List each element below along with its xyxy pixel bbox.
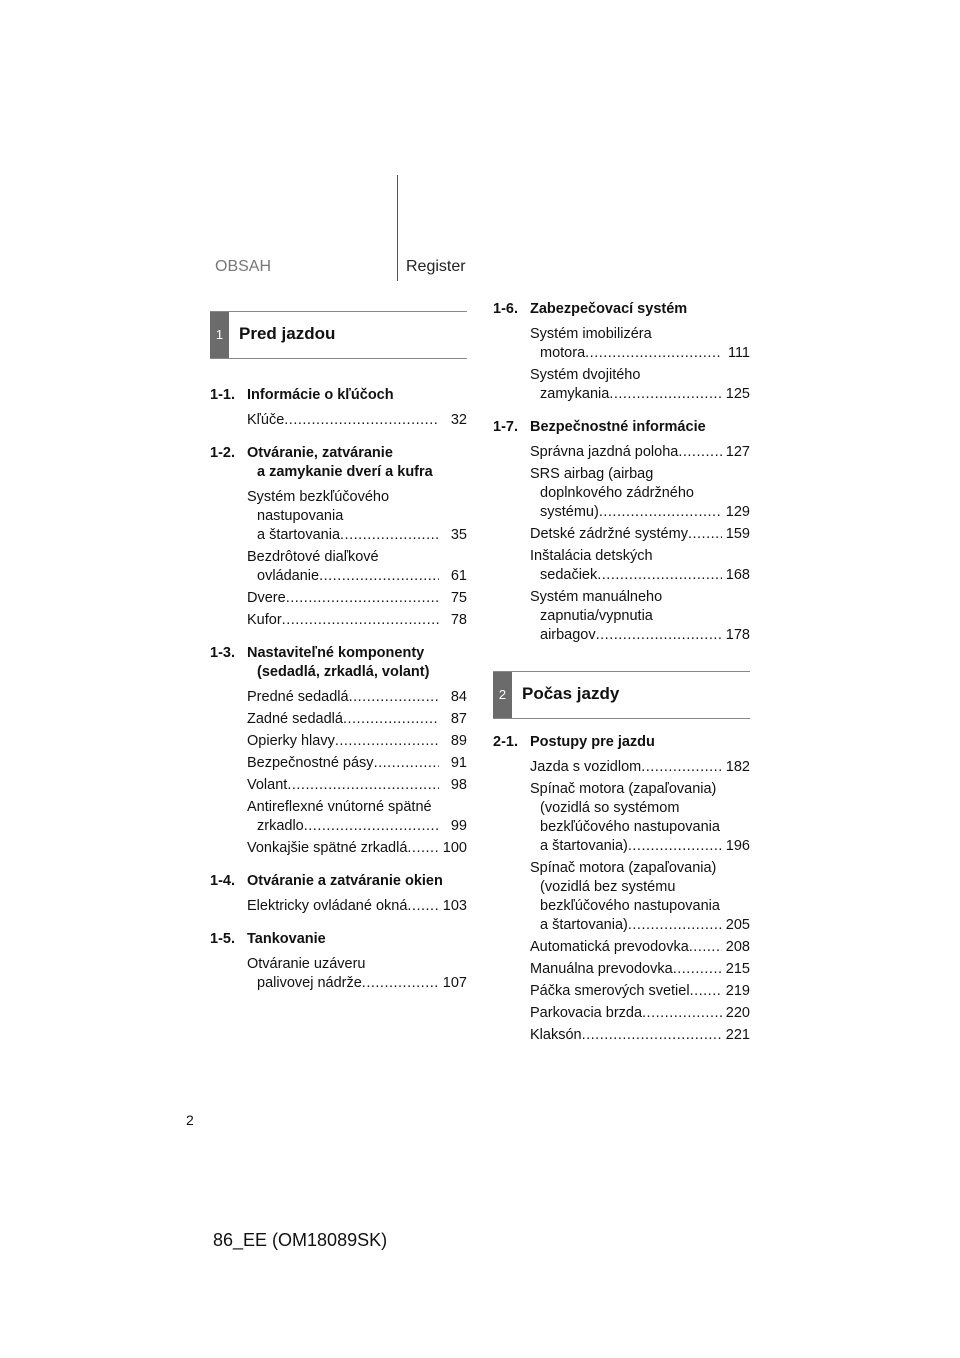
section-title bbox=[530, 733, 750, 752]
dot-leader bbox=[340, 526, 439, 545]
dot-leader bbox=[407, 897, 438, 916]
section-title-line: Zabezpečovací systém bbox=[530, 301, 688, 317]
entry-page-number: 35 bbox=[450, 527, 467, 543]
section-heading[interactable] bbox=[493, 733, 750, 752]
entry-text: Systém bezkľúčového bbox=[247, 489, 390, 505]
section-title bbox=[247, 872, 467, 891]
entry-line bbox=[247, 974, 467, 993]
entry-text: Systém imobilizéra bbox=[530, 326, 652, 342]
dot-leader bbox=[284, 411, 439, 430]
section-title bbox=[247, 930, 467, 949]
entry-line bbox=[530, 960, 750, 979]
entry-text: a štartovania) bbox=[540, 838, 628, 854]
toc-entry[interactable] bbox=[247, 776, 467, 795]
entry-line bbox=[530, 780, 750, 799]
entry-list bbox=[210, 955, 467, 993]
toc-entry[interactable] bbox=[530, 960, 750, 979]
section-number: 1-1. bbox=[210, 387, 235, 403]
entry-line bbox=[247, 955, 467, 974]
entry-page-number: 78 bbox=[450, 612, 467, 628]
toc-entry[interactable] bbox=[530, 859, 750, 935]
toc-entry[interactable] bbox=[247, 611, 467, 630]
toc-entry[interactable] bbox=[247, 955, 467, 993]
entry-list bbox=[493, 443, 750, 645]
entry-line bbox=[530, 799, 750, 818]
chapter-title: Pred jazdou bbox=[239, 324, 336, 343]
entry-text: Páčka smerových svetiel bbox=[530, 983, 690, 999]
entry-text: (vozidlá bez systému bbox=[540, 879, 676, 895]
entry-list bbox=[210, 688, 467, 858]
entry-line bbox=[530, 837, 750, 856]
toc-entry[interactable] bbox=[530, 588, 750, 645]
dot-leader bbox=[599, 503, 722, 522]
toc-entry[interactable] bbox=[247, 411, 467, 430]
dot-leader bbox=[690, 982, 722, 1001]
entry-line bbox=[530, 916, 750, 935]
dot-leader bbox=[609, 385, 721, 404]
section-1-1 bbox=[210, 386, 467, 430]
entry-line bbox=[530, 982, 750, 1001]
entry-line bbox=[530, 366, 750, 385]
dot-leader bbox=[688, 525, 722, 544]
entry-text: Spínač motora (zapaľovania) bbox=[530, 781, 717, 797]
section-2-1 bbox=[493, 733, 750, 1045]
entry-page-number: 205 bbox=[725, 917, 750, 933]
entry-text: Systém dvojitého bbox=[530, 367, 641, 383]
toc-entry[interactable] bbox=[247, 754, 467, 773]
entry-text: sedačiek bbox=[540, 567, 598, 583]
entry-line bbox=[530, 938, 750, 957]
entry-line bbox=[530, 607, 750, 626]
top-navigation bbox=[0, 0, 960, 290]
dot-leader bbox=[335, 732, 439, 751]
entry-page-number: 127 bbox=[725, 444, 750, 460]
entry-text: zapnutia/vypnutia bbox=[540, 608, 653, 624]
entry-line bbox=[530, 385, 750, 404]
chapter-number: 1 bbox=[210, 312, 229, 358]
toc-entry[interactable] bbox=[247, 488, 467, 545]
toc-entry[interactable] bbox=[530, 525, 750, 544]
entry-line bbox=[247, 589, 467, 608]
section-title bbox=[530, 418, 750, 437]
entry-line bbox=[247, 411, 467, 430]
entry-page-number: 125 bbox=[725, 386, 750, 402]
toc-entry[interactable] bbox=[530, 465, 750, 522]
entry-line bbox=[530, 1004, 750, 1023]
section-heading[interactable] bbox=[493, 300, 750, 319]
dot-leader bbox=[597, 566, 722, 585]
toc-entry[interactable] bbox=[247, 839, 467, 858]
footer-code: 86_EE (OM18089SK) bbox=[213, 1230, 388, 1250]
section-title-line: (sedadlá, zrkadlá, volant) bbox=[257, 664, 430, 680]
entry-text: Kufor bbox=[247, 612, 282, 628]
section-number: 1-3. bbox=[210, 645, 235, 661]
entry-page-number: 98 bbox=[450, 777, 467, 793]
entry-line bbox=[530, 859, 750, 878]
entry-text: Bezpečnostné pásy bbox=[247, 755, 374, 771]
entry-text: doplnkového zádržného bbox=[540, 485, 694, 501]
section-heading[interactable] bbox=[493, 418, 750, 437]
section-title bbox=[247, 444, 467, 482]
dot-leader bbox=[304, 817, 439, 836]
entry-line bbox=[247, 688, 467, 707]
dot-leader bbox=[349, 688, 439, 707]
entry-line bbox=[247, 754, 467, 773]
entry-line bbox=[530, 818, 750, 837]
entry-page-number: 84 bbox=[450, 689, 467, 705]
dot-leader bbox=[628, 837, 722, 856]
toc-entry[interactable] bbox=[247, 798, 467, 836]
entry-page-number: 168 bbox=[725, 567, 750, 583]
entry-line bbox=[247, 488, 467, 507]
entry-line bbox=[530, 626, 750, 645]
entry-line bbox=[530, 503, 750, 522]
dot-leader bbox=[343, 710, 439, 729]
entry-text: Dvere bbox=[247, 590, 286, 606]
section-title-line: Bezpečnostné informácie bbox=[530, 419, 706, 435]
section-title-line: Tankovanie bbox=[247, 931, 326, 947]
section-title-line: a zamykanie dverí a kufra bbox=[257, 464, 433, 480]
toc-entry[interactable] bbox=[247, 710, 467, 729]
entry-page-number: 89 bbox=[450, 733, 467, 749]
entry-text: palivovej nádrže bbox=[257, 975, 362, 991]
entry-page-number: 103 bbox=[442, 898, 467, 914]
entry-line bbox=[247, 839, 467, 858]
entry-line bbox=[247, 897, 467, 916]
entry-text: Detské zádržné systémy bbox=[530, 526, 688, 542]
entry-text: bezkľúčového nastupovania bbox=[540, 898, 720, 914]
chapter-1-header[interactable] bbox=[210, 311, 467, 359]
dot-leader bbox=[287, 776, 439, 795]
section-heading[interactable] bbox=[210, 872, 467, 891]
nav-contents-link[interactable]: OBSAH bbox=[215, 258, 272, 275]
entry-text: a štartovania) bbox=[540, 917, 628, 933]
entry-line bbox=[530, 484, 750, 503]
entry-text: SRS airbag (airbag bbox=[530, 466, 654, 482]
entry-text: motora bbox=[540, 345, 586, 361]
toc-entry[interactable] bbox=[530, 1026, 750, 1045]
entry-page-number: 87 bbox=[450, 711, 467, 727]
entry-text: zrkadlo bbox=[257, 818, 304, 834]
entry-text: (vozidlá so systémom bbox=[540, 800, 680, 816]
entry-line bbox=[530, 758, 750, 777]
dot-leader bbox=[585, 344, 722, 363]
entry-text: Parkovacia brzda bbox=[530, 1005, 643, 1021]
dot-leader bbox=[673, 960, 722, 979]
entry-text: Bezdrôtové diaľkové bbox=[247, 549, 379, 565]
section-1-7 bbox=[493, 418, 750, 645]
section-title bbox=[247, 644, 467, 682]
section-1-5 bbox=[210, 930, 467, 993]
entry-page-number: 100 bbox=[442, 840, 467, 856]
entry-text: nastupovania bbox=[257, 508, 344, 524]
toc-entry[interactable] bbox=[247, 589, 467, 608]
entry-text: Jazda s vozidlom bbox=[530, 759, 642, 775]
entry-line bbox=[247, 710, 467, 729]
entry-line bbox=[247, 776, 467, 795]
entry-text: Elektricky ovládané okná bbox=[247, 898, 408, 914]
entry-text: Klaksón bbox=[530, 1027, 582, 1043]
dot-leader bbox=[282, 611, 439, 630]
section-title-line: Otváranie a zatváranie okien bbox=[247, 873, 443, 889]
toc-entry[interactable] bbox=[530, 1004, 750, 1023]
entry-page-number: 182 bbox=[725, 759, 750, 775]
entry-line bbox=[530, 547, 750, 566]
entry-text: Otváranie uzáveru bbox=[247, 956, 366, 972]
entry-list bbox=[210, 897, 467, 916]
entry-page-number: 178 bbox=[725, 627, 750, 643]
entry-text: Zadné sedadlá bbox=[247, 711, 343, 727]
entry-line bbox=[247, 548, 467, 567]
entry-list bbox=[493, 758, 750, 1045]
section-1-3 bbox=[210, 644, 467, 858]
dot-leader bbox=[374, 754, 439, 773]
entry-line bbox=[530, 344, 750, 363]
entry-line bbox=[247, 798, 467, 817]
dot-leader bbox=[628, 916, 722, 935]
entry-text: Inštalácia detských bbox=[530, 548, 653, 564]
entry-page-number: 32 bbox=[450, 412, 467, 428]
entry-line bbox=[530, 878, 750, 897]
entry-text: ovládanie bbox=[257, 568, 320, 584]
entry-text: Správna jazdná poloha bbox=[530, 444, 679, 460]
entry-text: bezkľúčového nastupovania bbox=[540, 819, 720, 835]
entry-line bbox=[530, 1026, 750, 1045]
toc-entry[interactable] bbox=[530, 366, 750, 404]
dot-leader bbox=[596, 626, 722, 645]
entry-list bbox=[210, 488, 467, 630]
entry-page-number: 221 bbox=[725, 1027, 750, 1043]
entry-page-number: 61 bbox=[450, 568, 467, 584]
entry-line bbox=[530, 897, 750, 916]
entry-text: Spínač motora (zapaľovania) bbox=[530, 860, 717, 876]
entry-page-number: 215 bbox=[725, 961, 750, 977]
toc-entry[interactable] bbox=[247, 548, 467, 586]
entry-line bbox=[247, 507, 467, 526]
entry-page-number: 219 bbox=[725, 983, 750, 999]
entry-text: Systém manuálneho bbox=[530, 589, 663, 605]
entry-page-number: 99 bbox=[450, 818, 467, 834]
dot-leader bbox=[641, 758, 722, 777]
entry-text: Volant bbox=[247, 777, 288, 793]
entry-page-number: 159 bbox=[725, 526, 750, 542]
entry-text: Kľúče bbox=[247, 412, 285, 428]
toc-entry[interactable] bbox=[530, 443, 750, 462]
page-number: 2 bbox=[186, 1112, 194, 1128]
dot-leader bbox=[689, 938, 722, 957]
entry-line bbox=[247, 817, 467, 836]
entry-line bbox=[530, 588, 750, 607]
entry-page-number: 196 bbox=[725, 838, 750, 854]
toc-entry[interactable] bbox=[530, 982, 750, 1001]
chapter-2-header[interactable] bbox=[493, 671, 750, 719]
section-heading[interactable] bbox=[210, 386, 467, 405]
chapter-title: Počas jazdy bbox=[522, 684, 620, 703]
section-1-2 bbox=[210, 444, 467, 630]
entry-text: systému) bbox=[540, 504, 599, 520]
dot-leader bbox=[362, 974, 439, 993]
entry-line bbox=[530, 566, 750, 585]
entry-text: airbagov bbox=[540, 627, 596, 643]
dot-leader bbox=[319, 567, 439, 586]
dot-leader bbox=[407, 839, 438, 858]
section-title bbox=[530, 300, 750, 319]
entry-text: Opierky hlavy bbox=[247, 733, 335, 749]
entry-page-number: 75 bbox=[450, 590, 467, 606]
toc-entry[interactable] bbox=[530, 325, 750, 363]
entry-text: zamykania bbox=[540, 386, 610, 402]
entry-line bbox=[247, 526, 467, 545]
dot-leader bbox=[678, 443, 721, 462]
section-number: 1-2. bbox=[210, 445, 235, 461]
section-number: 1-6. bbox=[493, 301, 518, 317]
section-heading[interactable] bbox=[210, 444, 467, 482]
entry-page-number: 111 bbox=[727, 345, 750, 361]
toc-entry[interactable] bbox=[530, 938, 750, 957]
entry-text: Manuálna prevodovka bbox=[530, 961, 673, 977]
entry-page-number: 220 bbox=[725, 1005, 750, 1021]
toc-left-column bbox=[210, 300, 467, 996]
section-1-6 bbox=[493, 300, 750, 404]
section-title-line: Informácie o kľúčoch bbox=[247, 387, 394, 403]
toc-entry[interactable] bbox=[247, 732, 467, 751]
nav-register-link[interactable]: Register bbox=[406, 258, 466, 275]
section-title-line: Otváranie, zatváranie bbox=[247, 445, 393, 461]
entry-text: Predné sedadlá bbox=[247, 689, 349, 705]
section-heading[interactable] bbox=[210, 644, 467, 682]
entry-page-number: 107 bbox=[442, 975, 467, 991]
entry-text: Automatická prevodovka bbox=[530, 939, 689, 955]
entry-page-number: 129 bbox=[725, 504, 750, 520]
nav-divider bbox=[397, 175, 398, 281]
entry-line bbox=[530, 443, 750, 462]
toc-entry[interactable] bbox=[247, 897, 467, 916]
entry-text: Vonkajšie spätné zrkadlá bbox=[247, 840, 408, 856]
section-title-line: Nastaviteľné komponenty bbox=[247, 645, 425, 661]
section-1-4 bbox=[210, 872, 467, 916]
section-heading[interactable] bbox=[210, 930, 467, 949]
entry-page-number: 208 bbox=[725, 939, 750, 955]
toc-entry[interactable] bbox=[247, 688, 467, 707]
entry-page-number: 91 bbox=[450, 755, 467, 771]
entry-list bbox=[493, 325, 750, 404]
chapter-number: 2 bbox=[493, 672, 512, 718]
section-title bbox=[247, 386, 467, 405]
dot-leader bbox=[642, 1004, 722, 1023]
entry-list bbox=[210, 411, 467, 430]
entry-line bbox=[530, 465, 750, 484]
toc-right-column bbox=[493, 300, 750, 1048]
section-title-line: Postupy pre jazdu bbox=[530, 734, 655, 750]
entry-text: Antireflexné vnútorné spätné bbox=[247, 799, 432, 815]
section-number: 1-5. bbox=[210, 931, 235, 947]
toc-entry[interactable] bbox=[530, 780, 750, 856]
entry-line bbox=[530, 525, 750, 544]
toc-entry[interactable] bbox=[530, 547, 750, 585]
toc-entry[interactable] bbox=[530, 758, 750, 777]
section-number: 1-4. bbox=[210, 873, 235, 889]
section-number: 2-1. bbox=[493, 734, 518, 750]
dot-leader bbox=[286, 589, 439, 608]
entry-line bbox=[530, 325, 750, 344]
entry-line bbox=[247, 567, 467, 586]
section-number: 1-7. bbox=[493, 419, 518, 435]
entry-text: a štartovania bbox=[257, 527, 341, 543]
entry-line bbox=[247, 611, 467, 630]
entry-line bbox=[247, 732, 467, 751]
dot-leader bbox=[582, 1026, 722, 1045]
